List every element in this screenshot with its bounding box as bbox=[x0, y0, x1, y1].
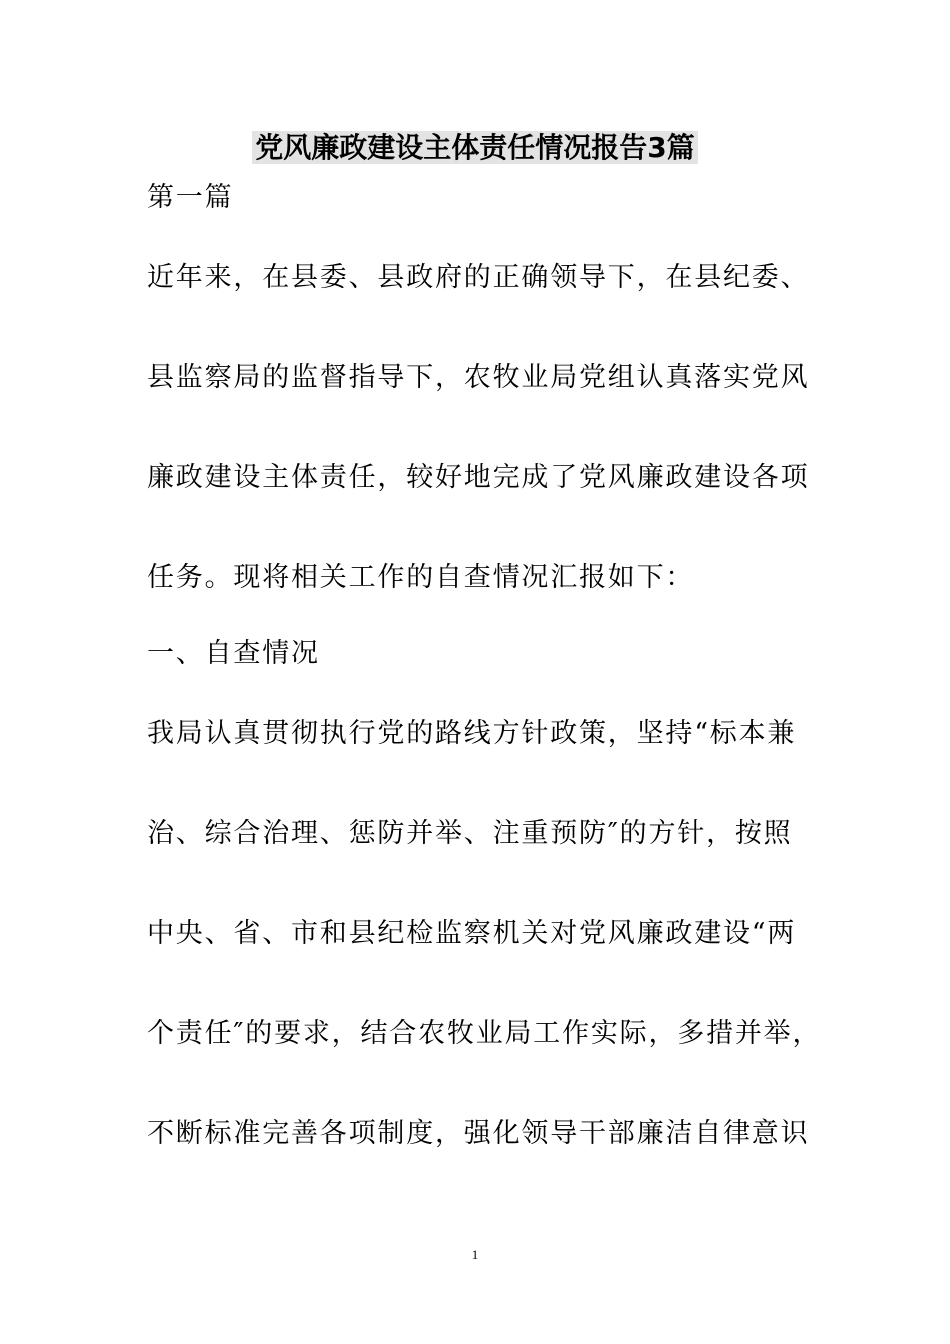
body-line-6: 治、综合治理、惩防并举、注重预防″的方针，按照 bbox=[147, 818, 793, 849]
document-title bbox=[0, 128, 950, 168]
body-line-3: 廉政建设主体责任，较好地完成了党风廉政建设各项 bbox=[147, 462, 810, 493]
section-label: 第一篇 bbox=[147, 182, 234, 213]
body-line-2: 县监察局的监督指导下，农牧业局党组认真落实党风 bbox=[147, 362, 810, 393]
document-title-text: 党风廉政建设主体责任情况报告3篇 bbox=[252, 131, 697, 164]
body-line-5: 我局认真贯彻执行党的路线方针政策，坚持“标本兼 bbox=[147, 718, 797, 749]
body-line-4: 任务。现将相关工作的自查情况汇报如下： bbox=[147, 562, 695, 593]
body-line-1: 近年来，在县委、县政府的正确领导下，在县纪委、 bbox=[147, 262, 810, 293]
page-number: 1 bbox=[471, 1247, 479, 1262]
section-heading: 一、自查情况 bbox=[147, 638, 320, 669]
body-line-8: 个责任″的要求，结合农牧业局工作实际，多措并举， bbox=[147, 1018, 822, 1049]
body-line-7: 中央、省、市和县纪检监察机关对党风廉政建设“两 bbox=[147, 918, 797, 949]
body-line-9: 不断标准完善各项制度，强化领导干部廉洁自律意识 bbox=[147, 1118, 810, 1149]
